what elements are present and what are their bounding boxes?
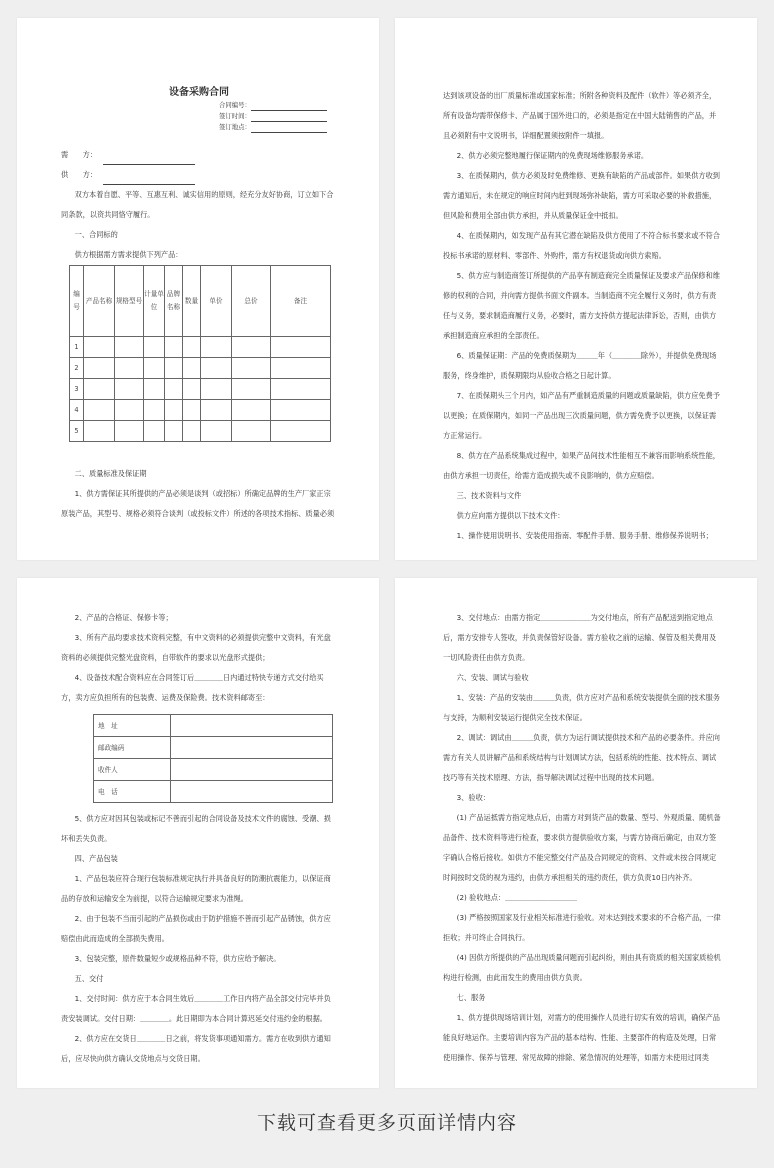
page-4-content — [443, 608, 723, 1068]
section-2-heading: 二、质量标准及保证期 — [74, 469, 147, 478]
table-row: 电 话 — [94, 781, 333, 803]
contract-paragraph: 1、供方提供现场培训计划，对需方的使用操作人员进行切实有效的培训，确保产品能良好地运作。主要培训内容为产品的基本结构、性能、主要部件的构造及处理，日常使用操作、保养与管理、常见故障的排除、紧急情况的处理等，如需方未使用过同类 — [443, 1013, 720, 1062]
contract-meta-block — [219, 100, 337, 133]
contract-paragraph: (3) 严格按照国家及行业相关标准进行验收。对未达到技术要求的不合格产品，一律拒收；并可终止合同执行。 — [443, 913, 721, 942]
contract-paragraph: 1、操作使用说明书、安装使用指南、零配件手册、服务手册、维修保养说明书； — [456, 531, 713, 540]
contract-paragraph: 6、质量保证期：产品的免费质保期为＿＿＿年（＿＿＿＿除外），并提供免费现场服务，终身维护，质保期限均从验收合格之日起计算。 — [443, 351, 717, 380]
contract-paragraph: 1、交付时间：供方应于本合同生效后＿＿＿＿工作日内将产品全部交付完毕并负责安装调试。交付日期：＿＿＿＿。此日期即为本合同计算迟延交付违约金的根据。 — [61, 994, 331, 1023]
contract-paragraph: 5、供方应与制造商签订所提供的产品享有制造商完全质量保证及要求产品保修和维修的权利的合同，并向需方提供书面文件副本。当制造商不完全履行义务时，供方有责任与义务，要求制造商履行义务，必要时，需方支持供方提起法律诉讼，否则，由供方承担制造商应承担的全部责任。 — [443, 271, 720, 340]
meta-sign-place: 签订地点： — [219, 122, 337, 133]
seller-line: 供 方： — [61, 165, 337, 185]
col-header: 编号 — [70, 266, 84, 337]
download-prompt[interactable]: 下载可查看更多页面详情内容 — [256, 1112, 517, 1134]
contract-paragraph: 达到该项设备的出厂质量标准或国家标准；所附各种资料及配件（软件）等必须齐全，所有设备均需带保修卡、产品属于国外进口的，必须是指定在中国大陆销售的产品，并且必须附有中文说明书，详细配置须按附件一填报。 — [443, 91, 717, 140]
contract-paragraph: (1) 产品运抵需方指定地点后，由需方对到货产品的数量、型号、外观质量、随机备品备件、技术资料等进行检查，要求供方提供验收方案，与需方协商后确定，由双方签字确认合格后接收。如供方不能完整交付产品及合同规定的资料、文件或未按合同规定时间按时交货的视为违约，由供方承担相关的违约责任，供方负责10日内补齐。 — [443, 813, 721, 882]
buyer-blank[interactable] — [103, 156, 195, 165]
contract-paragraph: 五、交付 — [74, 974, 104, 983]
contract-paragraph: 供方应向需方提供以下技术文件： — [456, 511, 565, 520]
contract-page-1 — [17, 18, 379, 560]
col-header: 数量 — [183, 266, 201, 337]
contract-paragraph: 5、供方应对因其包装或标记不善而引起的合同设备及技术文件的腐蚀、受潮、损坏和丢失负责。 — [61, 814, 331, 843]
product-table-header — [70, 266, 331, 337]
contract-paragraph: 3、验收： — [456, 793, 490, 802]
contract-page-4 — [395, 578, 757, 1088]
table-row: 4 — [70, 400, 331, 421]
document-title: 设备采购合同 — [169, 87, 229, 98]
contract-paragraph: 四、产品包装 — [74, 854, 118, 863]
contract-page-2 — [395, 18, 757, 560]
table-row: 地 址 — [94, 715, 333, 737]
contract-paragraph: 3、包装完整，原件数量短少或规格品种不符，供方应给予解决。 — [74, 954, 281, 963]
contract-paragraph: 1、产品包装应符合现行包装标准规定执行并具备良好的防潮抗震能力，以保证商品的存放和运输安全为前提，以符合运输规定要求为准绳。 — [61, 874, 331, 903]
contract-number-blank[interactable] — [251, 102, 327, 111]
product-table — [69, 265, 331, 442]
page-2-content — [443, 86, 723, 546]
contract-paragraph: (2) 验收地点：＿＿＿＿＿＿＿＿＿＿ — [456, 893, 577, 902]
contract-paragraph: 8、供方在产品系统集成过程中，如果产品间技术性能相互不兼容而影响系统性能，由供方承担一切责任，给需方造成损失或不良影响的，供方应赔偿。 — [443, 451, 720, 480]
contract-paragraph: 2、调试：调试由＿＿＿负责，供方为运行调试提供技术和产品的必要条件。并应向需方有关人员讲解产品和系统结构与计划调试方法，包括系统的性能、技术特点、调试技巧等有关技术原理、方法，指导解决调试过程中出现的技术问题。 — [443, 733, 720, 782]
buyer-line: 需 方： — [61, 145, 337, 165]
seller-blank[interactable] — [103, 176, 195, 185]
col-header: 总价 — [232, 266, 271, 337]
contract-paragraph: 六、安装、调试与验收 — [456, 673, 529, 682]
contract-paragraph: 3、在质保期内，供方必须及时免费维修、更换有缺陷的产品或部件。如果供方收到需方通知后，未在规定的响应时间内赶到现场弥补缺陷，需方可采取必要的补救措施，但风险和费用全部由供方承担，并从质量保证金中抵扣。 — [443, 171, 720, 220]
contract-paragraph: 3、交付地点：由需方指定＿＿＿＿＿＿＿为交付地点，所有产品配送到指定地点后，需方安排专人签收，并负责保管好设备。需方验收之前的运输、保管及相关费用及一切风险责任由供方负责。 — [443, 613, 717, 662]
sign-time-blank[interactable] — [251, 113, 327, 122]
section-1-heading: 一、合同标的 — [74, 230, 118, 239]
table-row: 5 — [70, 421, 331, 442]
contract-paragraph: 2、产品的合格证、保修卡等； — [74, 613, 173, 622]
table-row: 3 — [70, 379, 331, 400]
meta-contract-number: 合同编号： — [219, 100, 337, 111]
page-3-upper — [61, 608, 337, 708]
col-header: 产品名称 — [84, 266, 115, 337]
page-1-content — [61, 80, 337, 524]
col-header: 单价 — [201, 266, 232, 337]
contract-paragraph: 4、在质保期内，如发现产品有其它潜在缺陷及供方使用了不符合标书要求或不符合投标书承诺的原材料、零部件、外购件，需方有权退货或向供方索赔。 — [443, 231, 720, 260]
section-1-subtext: 供方根据需方需求提供下列产品： — [74, 250, 183, 259]
page-3-content — [61, 608, 337, 1069]
table-row: 收件人 — [94, 759, 333, 781]
contract-paragraph: 2、供方应在交货日＿＿＿＿日之前，将发货事项通知需方。需方在收到供方通知后，应尽快向供方确认交货地点与交货日期。 — [61, 1034, 331, 1063]
contract-page-3 — [17, 578, 379, 1088]
clause-paragraph: 1、供方需保证其所提供的产品必须是谈判（或招标）所确定品牌的生产厂家正宗原装产品，其型号、规格必须符合谈判（或投标文件）所述的各项技术指标、质量必须 — [61, 489, 335, 518]
table-row: 1 — [70, 337, 331, 358]
col-header: 计量单位 — [144, 266, 165, 337]
col-header: 规格型号 — [115, 266, 144, 337]
table-row: 邮政编码 — [94, 737, 333, 759]
contract-paragraph: 2、供方必须完整地履行保证期内的免费现场维修服务承诺。 — [456, 151, 649, 160]
mailing-info-table — [93, 714, 333, 803]
table-row: 2 — [70, 358, 331, 379]
contract-paragraph: 2、由于包装不当而引起的产品损伤或由于防护措施不善而引起产品锈蚀，供方应赔偿由此而造成的全部损失费用。 — [61, 914, 331, 943]
contract-paragraph: 三、技术资料与文件 — [456, 491, 522, 500]
col-header: 品牌名称 — [165, 266, 183, 337]
meta-sign-time: 签订时间： — [219, 111, 337, 122]
contract-paragraph: 4、设备技术配合资料应在合同签订后＿＿＿＿日内通过特快专递方式交付给买方，卖方应负担所有的包装费、运费及保险费。技术资料邮寄至： — [61, 673, 324, 702]
contract-paragraph: 3、所有产品均要求技术资料完整，有中文资料的必须提供完整中文资料，有光盘资料的必须提供完整光盘资料，自带软件的要求以光盘形式提供； — [61, 633, 331, 662]
contract-paragraph: (4) 因供方所提供的产品出现质量问题而引起纠纷，则由具有资质的相关国家质检机构进行检测，由此而发生的费用由供方负责。 — [443, 953, 721, 982]
col-header: 备注 — [271, 266, 331, 337]
contract-paragraph: 1、安装：产品的安装由＿＿＿负责，供方应对产品和系统安装提供全面的技术服务与支持，为顺利安装运行提供完全技术保证。 — [443, 693, 720, 722]
intro-paragraph: 双方本着自愿、平等、互惠互利、诚实信用的原则，经充分友好协商，订立如下合同条款，以资共同恪守履行。 — [61, 190, 334, 219]
contract-paragraph: 七、服务 — [456, 993, 486, 1002]
sign-place-blank[interactable] — [251, 124, 327, 133]
contract-paragraph: 7、在质保期头三个月内，如产品有严重制造质量的问题或质量缺陷，供方应免费予以更换；在质保期内，如同一产品出现三次质量问题，供方需免费予以更换，以保证需方正常运行。 — [443, 391, 720, 440]
page-3-lower — [61, 809, 337, 1069]
